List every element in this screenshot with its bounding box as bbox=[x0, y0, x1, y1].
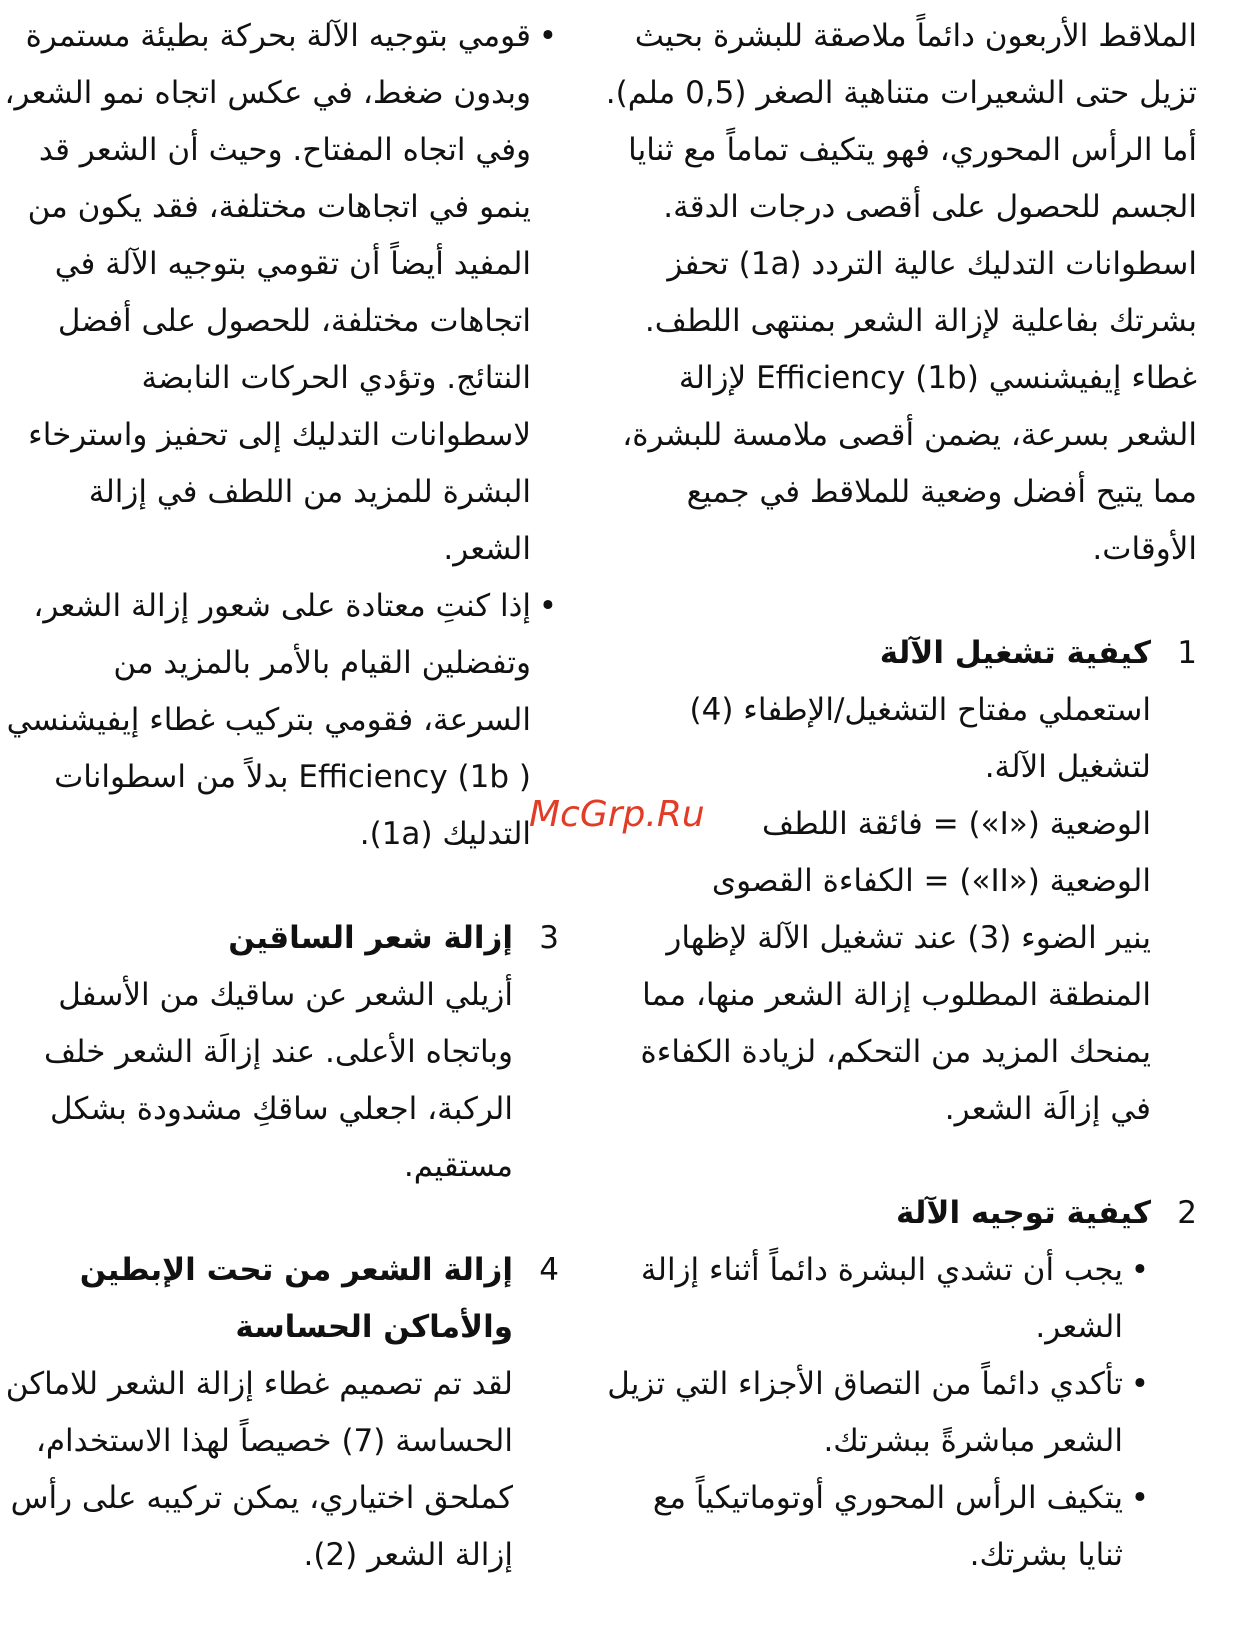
section-4-title: إزالة الشعر من تحت الإبطين والأماكن الحساسة bbox=[79, 1252, 513, 1345]
bullet-icon: • bbox=[1130, 1480, 1149, 1516]
bullet-icon: • bbox=[1130, 1366, 1149, 1402]
bullet-icon: • bbox=[538, 588, 557, 624]
section-1-paragraph-1: استعملي مفتاح التشغيل/الإطفاء (4) لتشغيل الآلة. bbox=[689, 692, 1151, 785]
guiding-list bbox=[0, 8, 559, 863]
section-1-paragraph-2: ينير الضوء (3) عند تشغيل الآلة لإظهار المنطقة المطلوب إزالة الشعر منها، مما يمنحك المزيد من التحكم، لزيادة الكفاءة في إزالَة الشعر. bbox=[640, 920, 1151, 1127]
list-item: • تأكدي دائماً من التصاق الأجزاء التي تزيل الشعر مباشرةً ببشرتك. bbox=[599, 1356, 1151, 1470]
list-item: • قومي بتوجيه الآلة بحركة بطيئة مستمرة وبدون ضغط، في عكس اتجاه نمو الشعر، وفي اتجاه المفتاح. وحيث أن الشعر قد ينمو في اتجاهات مختلفة، فقد يكون من المفيد أيضاً أن تقومي بتوجيه الآلة في اتجاهات مختلفة، للحصول على أفضل النتائج. وتؤدي الحركات النابضة لاسطوانات التدليك إلى تحفيز واسترخاء البشرة للمزيد من اللطف في إزالة الشعر. bbox=[0, 8, 559, 578]
bullet-icon: • bbox=[538, 18, 557, 54]
watermark: McGrp.Ru bbox=[529, 794, 705, 835]
intro-paragraph-1: الملاقط الأربعون دائماً ملاصقة للبشرة بحيث تزيل حتى الشعيرات متناهية الصغر (0,5 ملم). أما الرأس المحوري، فهو يتكيف تماماً مع ثنايا الجسم للحصول على أقصى درجات الدقة. bbox=[605, 18, 1197, 225]
list-item: • إذا كنتِ معتادة على شعور إزالة الشعر، وتفضلين القيام بالأمر بالمزيد من السرعة، فقومي بتركيب غطاء إيفيشنسي ( Efficiency (1b بدلاً من اسطوانات التدليك (1a). bbox=[0, 578, 559, 863]
section-2-list bbox=[599, 1242, 1197, 1584]
section-1-title: كيفية تشغيل الآلة bbox=[879, 635, 1151, 671]
section-2-heading bbox=[599, 1185, 1197, 1242]
list-item: • يتكيف الرأس المحوري أوتوماتيكياً مع ثنايا بشرتك. bbox=[599, 1470, 1151, 1584]
section-3-paragraph: أزيلي الشعر عن ساقيك من الأسفل وباتجاه الأعلى. عند إزالَة الشعر خلف الركبة، اجعلي ساقكِ مشدودة بشكل مستقيم. bbox=[43, 977, 513, 1184]
section-1-heading bbox=[599, 625, 1197, 682]
section-4-number: 4 bbox=[539, 1252, 559, 1288]
section-4-heading bbox=[0, 1242, 559, 1356]
section-3-title: إزالة شعر الساقين bbox=[228, 920, 513, 956]
intro-paragraph-3: غطاء إيفيشنسي Efficiency (1b) لإزالة الشعر بسرعة، يضمن أقصى ملامسة للبشرة، مما يتيح أفضل وضعية للملاقط في جميع الأوقات. bbox=[622, 360, 1197, 567]
section-4-paragraph: لقد تم تصميم غطاء إزالة الشعر للاماكن الحساسة (7) خصيصاً لهذا الاستخدام، كملحق اختياري، يمكن تركيبه على رأس إزالة الشعر (2). bbox=[5, 1366, 513, 1573]
section-3-heading bbox=[0, 910, 559, 967]
left-column bbox=[0, 8, 559, 1584]
section-1-number: 1 bbox=[1177, 635, 1197, 671]
section-2-title: كيفية توجيه الآلة bbox=[895, 1195, 1151, 1231]
bullet-icon: • bbox=[1130, 1252, 1149, 1288]
section-2-number: 2 bbox=[1177, 1195, 1197, 1231]
list-item: • يجب أن تشدي البشرة دائماً أثناء إزالة الشعر. bbox=[599, 1242, 1151, 1356]
section-1-mode-2: الوضعية («II») = الكفاءة القصوى bbox=[711, 863, 1151, 899]
intro-paragraph-2: اسطوانات التدليك عالية التردد (1a) تحفز بشرتك بفاعلية لإزالة الشعر بمنتهى اللطف. bbox=[644, 246, 1197, 339]
section-3-number: 3 bbox=[539, 920, 559, 956]
section-1-mode-1: الوضعية («I») = فائقة اللطف bbox=[761, 806, 1151, 842]
